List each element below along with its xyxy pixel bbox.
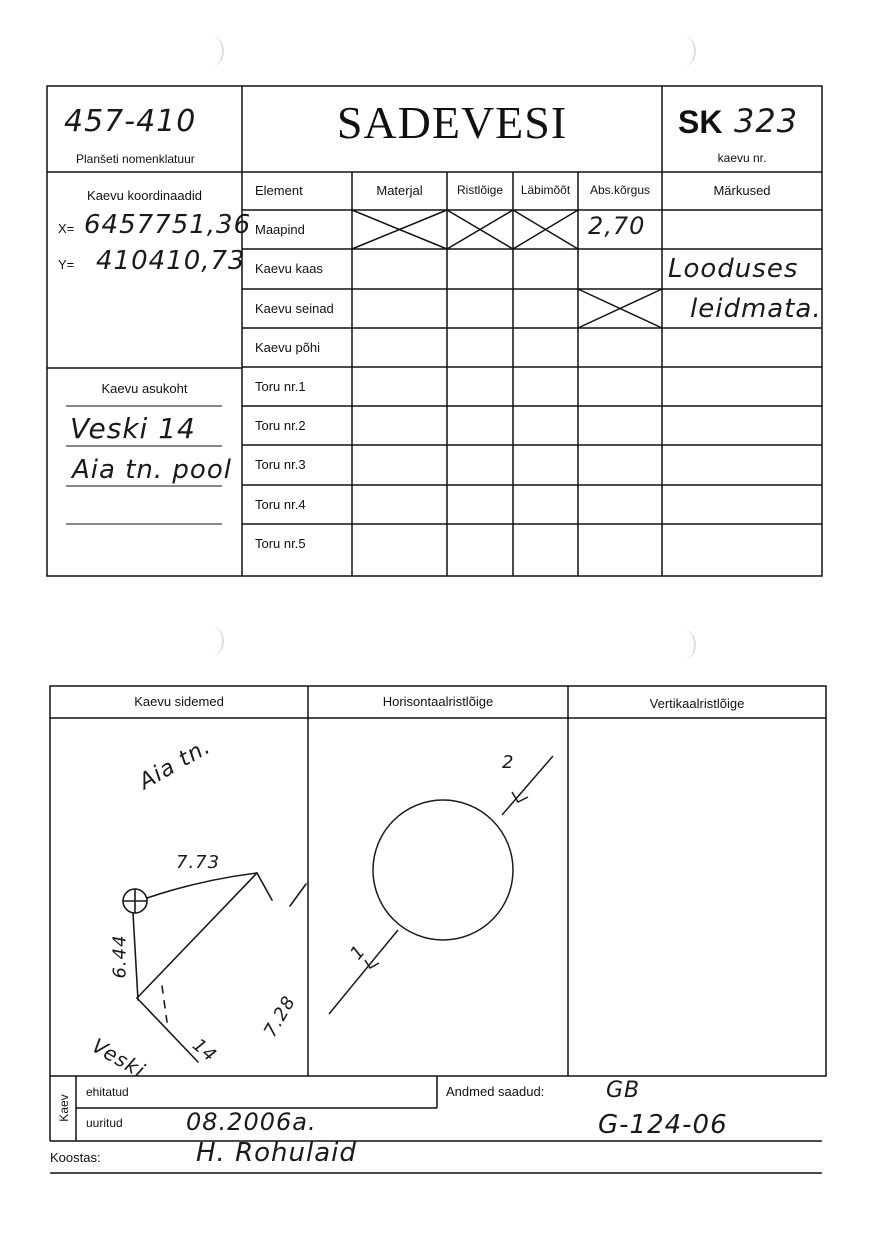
- well-label: kaevu nr.: [717, 151, 767, 165]
- andmed-label: Andmed saadud:: [446, 1084, 545, 1099]
- sketch-street2: Veski: [87, 1033, 150, 1083]
- y-label: Y=: [58, 257, 75, 272]
- row-toru-3: Toru nr.3: [255, 457, 306, 472]
- x-label: X=: [58, 221, 75, 236]
- sketch-street1: Aia tn.: [134, 734, 216, 795]
- koostas-label: Koostas:: [50, 1150, 101, 1165]
- row-toru-4: Toru nr.4: [255, 497, 306, 512]
- row-toru-5: Toru nr.5: [255, 536, 306, 551]
- well-number: 323: [734, 102, 799, 140]
- andmed-value1: GB: [606, 1078, 641, 1103]
- location-line1: Veski 14: [70, 412, 196, 445]
- coords-label: Kaevu koordinaadid: [87, 188, 202, 203]
- page-title: SADEVESI: [336, 97, 568, 148]
- sketch-dist2: 6.44: [109, 934, 131, 979]
- note-line1: Looduses: [668, 254, 799, 284]
- nomenclature-value: 457-410: [64, 104, 197, 139]
- th-abs-korgus: Abs.kõrgus: [589, 183, 651, 197]
- th-labimoot: Läbimõõt: [520, 183, 571, 197]
- sketch-dist1: 7.73: [176, 852, 221, 873]
- horizontal-section: [329, 756, 553, 1014]
- nomenclature-label: Planšeti nomenklatuur: [76, 152, 195, 166]
- pipe-1-label: 1: [346, 940, 371, 965]
- andmed-value2: G-124-06: [598, 1110, 728, 1140]
- col-horisontaal: Horisontaalristlõige: [382, 694, 494, 709]
- row-kaevu-seinad: Kaevu seinad: [255, 301, 334, 316]
- row-kaevu-kaas: Kaevu kaas: [255, 261, 323, 276]
- th-markused: Märkused: [713, 183, 771, 198]
- uuritud-label: uuritud: [86, 1116, 123, 1130]
- sketch-dist3: 7.28: [259, 992, 301, 1041]
- kaev-label: Kaev: [57, 1094, 71, 1122]
- location-label: Kaevu asukoht: [101, 381, 188, 396]
- sketch-house: 14: [188, 1034, 221, 1067]
- col-vertikaal: Vertikaalristlõige: [649, 696, 745, 711]
- uuritud-value: 08.2006a.: [186, 1108, 317, 1136]
- row-toru-2: Toru nr.2: [255, 418, 306, 433]
- pipe-2-label: 2: [502, 752, 515, 773]
- x-value: 6457751,36: [84, 210, 252, 240]
- y-value: 410410,73: [96, 246, 246, 276]
- row-toru-1: Toru nr.1: [255, 379, 306, 394]
- th-ristloige: Ristlõige: [456, 183, 504, 197]
- maapind-abs-value: 2,70: [588, 212, 646, 240]
- row-kaevu-pohi: Kaevu põhi: [255, 340, 321, 355]
- col-kaevu-sidemed: Kaevu sidemed: [134, 694, 224, 709]
- koostas-value: H. Rohulaid: [196, 1138, 357, 1168]
- th-element: Element: [255, 183, 303, 198]
- note-line2: leidmata.: [690, 294, 822, 324]
- ehitatud-label: ehitatud: [86, 1085, 129, 1099]
- row-maapind: Maapind: [255, 222, 305, 237]
- th-materjal: Materjal: [376, 183, 423, 198]
- well-prefix: SK: [678, 104, 723, 140]
- location-line2: Aia tn. pool: [72, 455, 232, 485]
